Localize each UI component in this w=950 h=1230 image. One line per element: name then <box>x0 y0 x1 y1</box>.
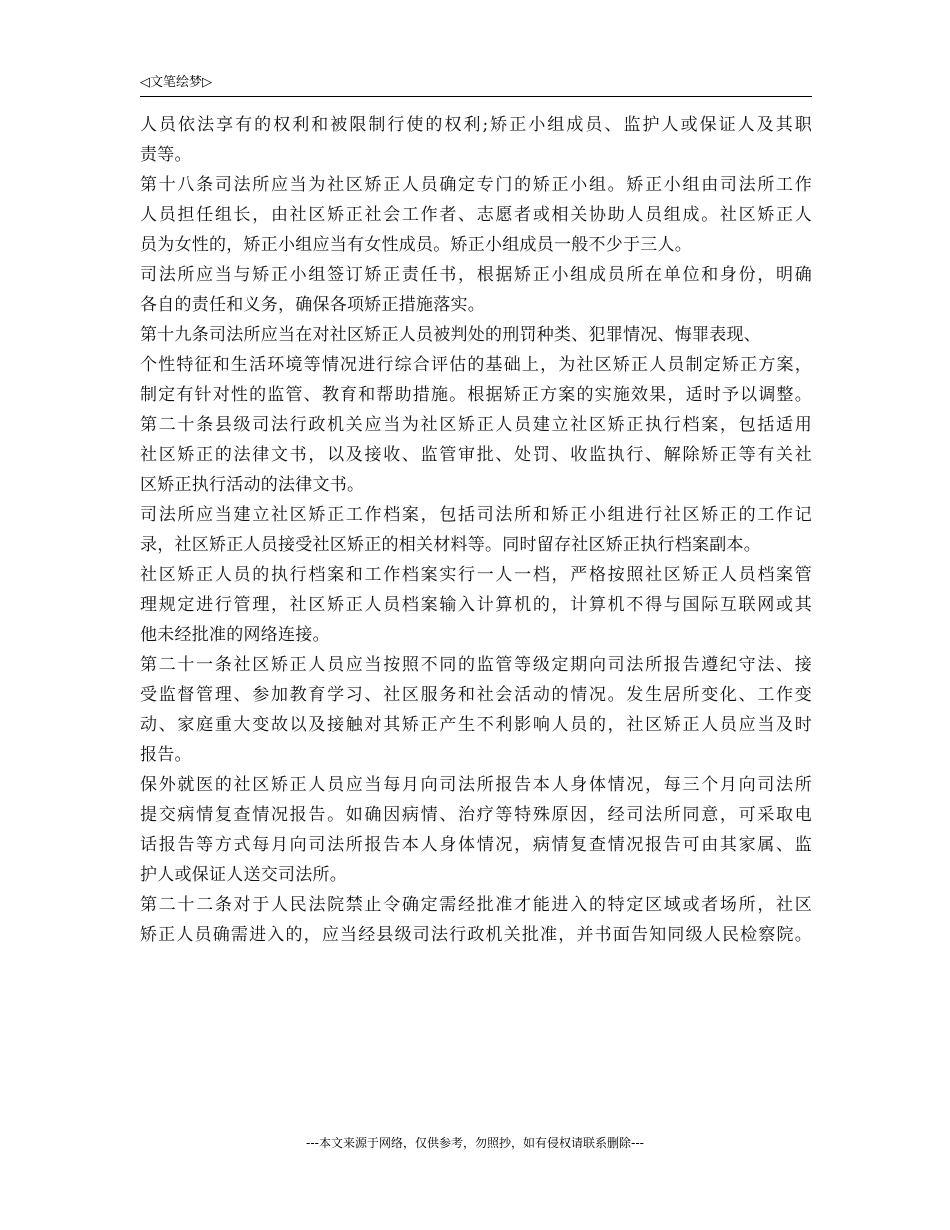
text-line: 第十八条司法所应当为社区矫正人员确定专门的矫正小组。矫正小组由司法所工作 <box>140 175 812 195</box>
text-line: 各自的责任和义务，确保各项矫正措施落实。 <box>140 295 485 315</box>
text-line: 社区矫正的法律文书，以及接收、监管审批、处罚、收监执行、解除矫正等有关社 <box>140 445 812 465</box>
text-line: 第十九条司法所应当在对社区矫正人员被判处的刑罚种类、犯罪情况、悔罪表现、 <box>140 325 761 345</box>
document-body <box>140 110 812 950</box>
text-line: 制定有针对性的监管、教育和帮助措施。根据矫正方案的实施效果，适时予以调整。 <box>140 385 812 405</box>
text-line: 个性特征和生活环境等情况进行综合评估的基础上，为社区矫正人员制定矫正方案， <box>140 355 812 375</box>
text-line: 第二十二条对于人民法院禁止令确定需经批准才能进入的特定区域或者场所，社区 <box>140 895 812 915</box>
text-line: 司法所应当建立社区矫正工作档案，包括司法所和矫正小组进行社区矫正的工作记 <box>140 505 812 525</box>
text-line: 区矫正执行活动的法律文书。 <box>140 475 365 495</box>
text-line: 护人或保证人送交司法所。 <box>140 865 347 885</box>
text-line: 录，社区矫正人员接受社区矫正的相关材料等。同时留存社区矫正执行档案副本。 <box>140 535 761 555</box>
page-header <box>140 74 812 97</box>
text-line: 第二十条县级司法行政机关应当为社区矫正人员建立社区矫正执行档案，包括适用 <box>140 415 812 435</box>
text-line: 社区矫正人员的执行档案和工作档案实行一人一档，严格按照社区矫正人员档案管 <box>140 565 812 585</box>
text-line: 司法所应当与矫正小组签订矫正责任书，根据矫正小组成员所在单位和身份，明确 <box>140 265 812 285</box>
text-line: 受监督管理、参加教育学习、社区服务和社会活动的情况。发生居所变化、工作变 <box>140 685 812 705</box>
page-footer: ---本文来源于网络，仅供参考，勿照抄，如有侵权请联系删除--- <box>306 1136 644 1150</box>
text-line: 动、家庭重大变故以及接触对其矫正产生不利影响人员的，社区矫正人员应当及时 <box>140 715 812 735</box>
header-title: ◁文笔绘梦▷ <box>140 75 212 90</box>
text-line: 责等。 <box>140 145 192 165</box>
text-line: 第二十一条社区矫正人员应当按照不同的监管等级定期向司法所报告遵纪守法、接 <box>140 655 812 675</box>
text-line: 理规定进行管理，社区矫正人员档案输入计算机的，计算机不得与国际互联网或其 <box>140 595 812 615</box>
text-line: 报告。 <box>140 745 192 765</box>
text-line: 矫正人员确需进入的，应当经县级司法行政机关批准，并书面告知同级人民检察院。 <box>140 925 812 945</box>
text-line: 保外就医的社区矫正人员应当每月向司法所报告本人身体情况，每三个月向司法所 <box>140 775 812 795</box>
text-line: 员为女性的，矫正小组应当有女性成员。矫正小组成员一般不少于三人。 <box>140 235 692 255</box>
text-line: 他未经批准的网络连接。 <box>140 625 330 645</box>
text-line: 人员依法享有的权利和被限制行使的权利;矫正小组成员、监护人或保证人及其职 <box>140 115 812 135</box>
text-line: 人员担任组长，由社区矫正社会工作者、志愿者或相关协助人员组成。社区矫正人 <box>140 205 812 225</box>
text-line: 提交病情复查情况报告。如确因病情、治疗等特殊原因，经司法所同意，可采取电 <box>140 805 812 825</box>
text-line: 话报告等方式每月向司法所报告本人身体情况，病情复查情况报告可由其家属、监 <box>140 835 812 855</box>
